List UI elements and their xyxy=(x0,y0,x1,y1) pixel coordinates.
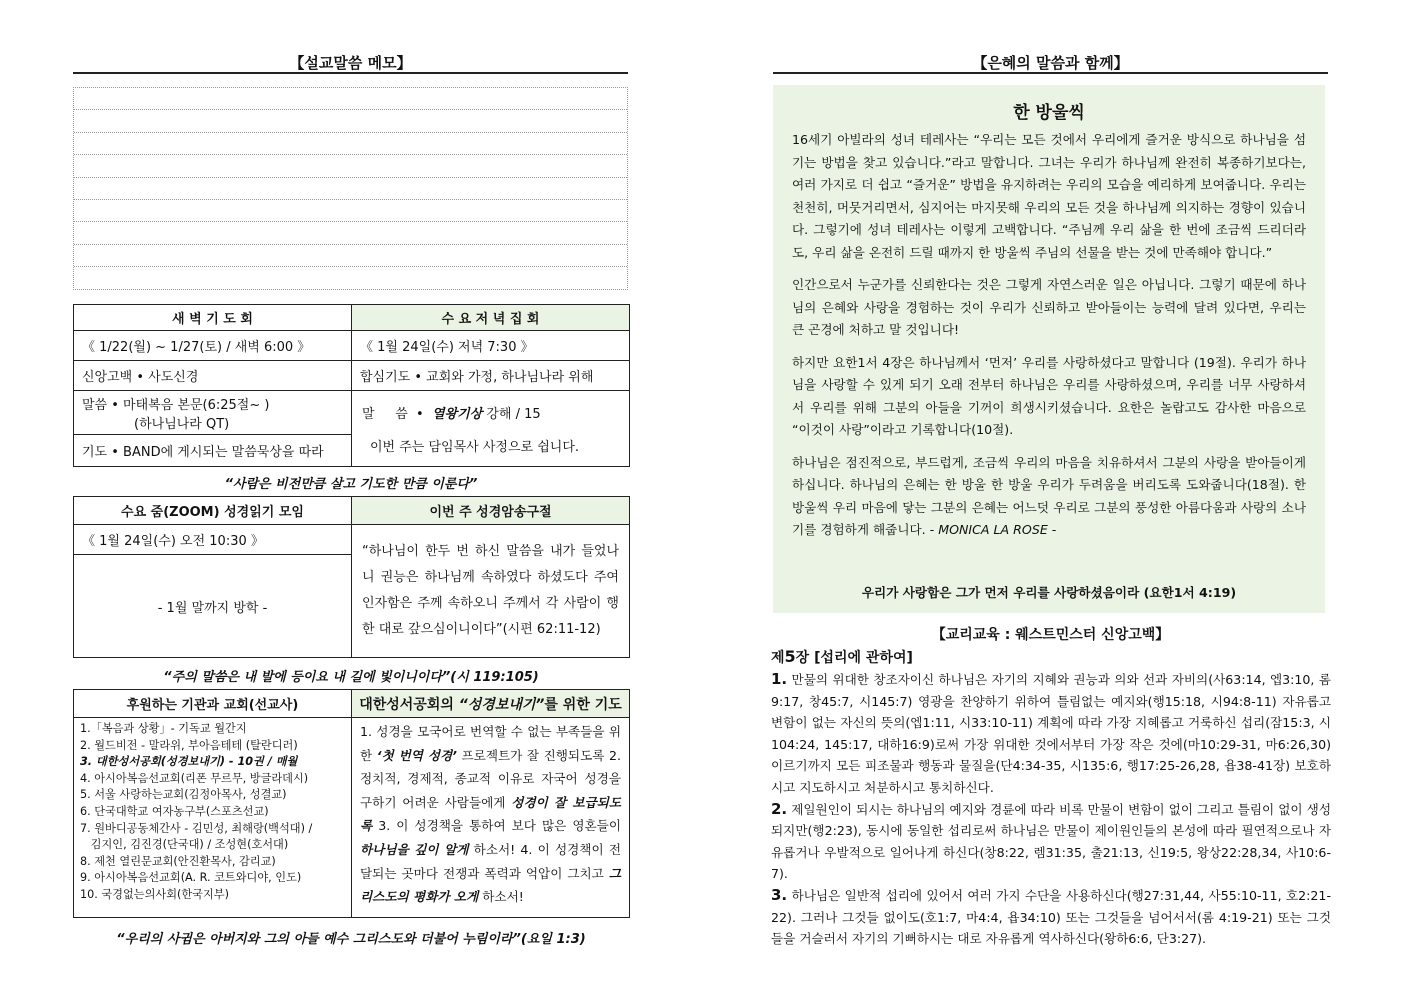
zoom-title: 수요 줌(ZOOM) 성경읽기 모임 xyxy=(74,497,352,525)
doctrine-chapter-num: 5 xyxy=(784,647,796,666)
essay-paragraph: 하지만 요한1서 4장은 하나님께서 ‘먼저’ 우리를 사랑하셨다고 말합니다 (19절). 우리가 하나님을 사랑할 수 있게 되기 오래 전부터 하나님은 우리를 사랑하셨으며, 우리를 너무 사랑하셔서 우리를 위해 그분의 아들을 기꺼이 희생시키셨습니다. 요한은 놀랍고도 감사한 마음으로 “이것이 사랑”이라고 기록합니다(10절). xyxy=(792,354,1306,437)
bible-prayer-cell xyxy=(352,718,630,918)
zoom-date: 《 1월 24일(수) 오전 10:30 》 xyxy=(74,525,352,555)
essay-body xyxy=(792,129,1306,552)
dawn-sermon-line2: (하나님나라 QT) xyxy=(134,416,230,432)
bible-prayer-p1em: ‘첫 번역 성경’ xyxy=(376,747,457,763)
sponsor-table xyxy=(73,689,630,918)
wed-sermon-suffix: 강해 / 15 xyxy=(482,406,541,422)
doctrine-section-1-text: 만물의 위대한 창조자이신 하나님은 자기의 지혜와 권능과 의와 선과 자비의(사63:14, 엡3:10, 롬9:17, 창45:7, 시145:7) 영광을 찬양하기 위하여 틀림없는 예지와(행15:18, 시94:8-11) 자유롭고 변함이 없는 자신의 뜻의(엡1:11, 시33:10-11) 계획에 따라 가장 지혜롭고 거룩하신 섭리(잠15:3, 시104:24, 145:17, 대하16:9)로써 가장 위대한 것에서부터 가장 작은 것에(마10:29-31, 마6:26,30) 이르기까지 모든 피조물과 행동과 물질을(단4:34-35, 시135:6, 행17:25-26,28, 욥38-41장) 보호하시고 지도하시고 처분하시고 통치하신다. xyxy=(771,672,1331,795)
prayer-meetings-table xyxy=(73,304,630,467)
sponsor-item: 8. 제천 열린문교회(안진환목사, 감리교) xyxy=(80,854,276,868)
sponsor-list xyxy=(74,718,352,918)
bible-prayer-p2em: 성경이 잘 보급되도록 xyxy=(360,794,621,834)
grace-word-rule xyxy=(773,72,1328,74)
memo-area[interactable] xyxy=(73,87,628,290)
quote-word-lamp: “주의 말씀은 내 발에 등이요 내 길에 빛이니이다”(시 119:105) xyxy=(163,670,539,685)
wed-meeting-title: 수 요 저 녁 집 회 xyxy=(352,305,630,331)
zoom-note: - 1월 말까지 방학 - xyxy=(74,555,352,658)
wed-meeting-prayer: 합심기도 • 교회와 가정, 하나님나라 위해 xyxy=(352,361,630,391)
bible-prayer-p4em: 그리스도의 평화가 오게 xyxy=(360,865,621,905)
bible-prayer-text xyxy=(360,720,621,909)
sponsor-item: 1.「복음과 상황」- 기독교 월간지 xyxy=(80,722,247,735)
memory-verse-text: “하나님이 한두 번 하신 말씀을 내가 들었나니 권능은 하나님께 속하였다 하셨도다 주여 인자함은 주께 속하오니 주께서 각 사람이 행한 대로 갚으심이니이다”(시편 62:11-12) xyxy=(362,544,619,637)
dawn-prayer-pray: 기도 • BAND에 게시되는 말씀묵상을 따라 xyxy=(74,435,352,467)
doctrine-section-3-text: 하나님은 일반적 섭리에 있어서 여러 가지 수단을 사용하신다(행27:31,44, 사55:10-11, 호2:21-22). 그러나 그것들 없이도(호1:7, 마4:4, 욥34:10) 또는 그것들을 넘어서서(롬 4:19-21) 또는 그것들을 거슬러서 자기의 기뻐하시는 대로 자유롭게 역사하신다(왕하6:6, 단3:27). xyxy=(771,887,1331,947)
doctrine-section-1 xyxy=(771,669,1331,799)
dawn-prayer-sermon xyxy=(74,391,352,435)
essay-author: - MONICA LA ROSE - xyxy=(929,522,1057,537)
sponsor-item: 9. 아시아복음선교회(A. R. 코트와디야, 인도) xyxy=(80,871,302,885)
bible-prayer-p2a: 2. 정치적, 경제적, 종교적 이유로 자국어 성경을 구하기 어려운 사람들에게 xyxy=(360,747,621,810)
doctrine-body xyxy=(771,646,1331,950)
bible-prayer-title-prefix: 대한성서공회의 xyxy=(359,696,459,713)
doctrine-section-2-num: 2. xyxy=(771,799,788,818)
quote-vision: “사람은 비전만큼 살고 기도한 만큼 이룬다” xyxy=(224,477,478,492)
bible-prayer-p1a: 1. 성경을 모국어로 번역할 수 없는 부족들을 위한 xyxy=(360,724,621,763)
doctrine-chapter-prefix: 제 xyxy=(771,650,785,666)
essay-paragraph: 16세기 아빌라의 성녀 테레사는 “우리는 모든 것에서 우리에게 즐거운 방식으로 하나님을 섬기는 방법을 찾고 있습니다.”라고 말합니다. 그녀는 우리가 하나님께 완전히 복종하기보다는, 여러 가지로 더 쉽고 “즐거운” 방법을 유지하려는 우리의 모습을 예리하게 보여줍니다. 우리는 천천히, 머뭇거리면서, 심지어는 마지못해 우리의 모든 것을 하나님께 의지하는 경향이 있습니다. 그렇기에 성녀 테레사는 이렇게 고백합니다. “주님께 우리 삶을 한 번에 조금씩 드리더라도, 우리 삶을 온전히 드릴 때까지 한 방울씩 주님의 선물을 받는 것에 만족해야 합니다.” xyxy=(792,132,1306,260)
bible-prayer-title xyxy=(352,690,630,718)
dawn-sermon-line1: 말씀 • 마태복음 본문(6:25절~ ) xyxy=(82,397,270,413)
sponsor-item: 4. 아시아복음선교회(리폰 무르무, 방글라데시) xyxy=(80,771,309,785)
wed-meeting-date: 《 1월 24일(수) 저녁 7:30 》 xyxy=(352,331,630,361)
doctrine-section-2-text: 제일원인이 되시는 하나님의 예지와 경륜에 따라 비록 만물이 변함이 없이 그리고 틀림이 없이 생성되지만(행2:23), 동시에 동일한 섭리로써 하나님은 만물이 제이원인들의 본성에 따라 필연적으로나 자유롭거나 우발적으로 일어나게 하신다(창8:22, 렘31:35, 출21:13, 신19:5, 왕상22:28,34, 사10:6-7). xyxy=(771,801,1331,882)
essay-key-verse: 우리가 사랑함은 그가 먼저 우리를 사랑하셨음이라 (요한1서 4:19) xyxy=(861,585,1237,600)
bible-prayer-p4b: 하소서! xyxy=(478,889,524,905)
bible-prayer-p3em: 하나님을 깊이 알게 xyxy=(360,841,469,857)
sponsor-title: 후원하는 기관과 교회(선교사) xyxy=(74,690,352,718)
memo-title-rule xyxy=(73,72,628,74)
sponsor-item: 5. 서울 사랑하는교회(김정아목사, 성결교) xyxy=(80,788,287,802)
wed-meeting-note: 이번 주는 담임목사 사정으로 쉽니다. xyxy=(370,439,580,455)
sponsor-item: 7. 원바디공동체간사 - 김민성, 최해랑(백석대) / xyxy=(80,821,313,835)
wed-sermon-book: 열왕기상 xyxy=(431,406,483,422)
wed-sermon-prefix: 말 씀 • xyxy=(362,406,432,422)
bible-prayer-title-em: “성경보내기” xyxy=(458,696,545,713)
sponsor-item: 6. 단국대학교 여자농구부(스포츠선교) xyxy=(80,804,269,818)
bible-prayer-title-suffix: 를 위한 기도 xyxy=(544,696,622,713)
sponsor-item: 2. 월드비전 - 말라위, 부아음테테 (탈란디러) xyxy=(80,738,298,752)
doctrine-section-3-num: 3. xyxy=(771,885,788,904)
bible-prayer-p1b: 프로젝트가 잘 진행되도록 xyxy=(456,747,609,763)
bible-prayer-p3b: 하소서! xyxy=(468,841,521,857)
essay-paragraph: 인간으로서 누군가를 신뢰한다는 것은 그렇게 자연스러운 일은 아닙니다. 그렇기 때문에 하나님의 은혜와 사랑을 경험하는 것이 우리가 신뢰하고 받아들이는 능력에 달려 있다면, 우리는 큰 곤경에 처하고 말 것입니다! xyxy=(792,277,1306,337)
essay-box xyxy=(773,85,1325,613)
wed-meeting-sermon xyxy=(352,391,630,467)
doctrine-section-3 xyxy=(771,885,1331,950)
essay-heading: 한 방울씩 xyxy=(1013,103,1085,123)
bible-prayer-p4a: 4. 이 성경책이 전달되는 곳마다 전쟁과 폭력과 억압이 그치고 xyxy=(360,841,621,881)
bible-prayer-p3a: 3. 이 성경책을 통하여 보다 많은 영혼들이 xyxy=(372,818,621,834)
doctrine-section-2 xyxy=(771,799,1331,885)
doctrine-title: 【교리교육 : 웨스트민스터 신앙고백】 xyxy=(931,627,1170,643)
sponsor-item: 김지인, 김진경(단국대) / 조성현(호서대) xyxy=(80,838,289,852)
dawn-prayer-date: 《 1/22(월) ~ 1/27(토) / 새벽 6:00 》 xyxy=(74,331,352,361)
doctrine-section-1-num: 1. xyxy=(771,670,788,688)
doctrine-chapter-suffix: 장 [섭리에 관하여] xyxy=(795,650,913,666)
doctrine-chapter xyxy=(771,646,1331,669)
quote-fellowship: “우리의 사귐은 아버지와 그의 아들 예수 그리스도와 더불어 누림이라”(요일 1:3) xyxy=(116,932,586,947)
memory-verse-title: 이번 주 성경암송구절 xyxy=(352,497,630,525)
zoom-memory-table xyxy=(73,496,630,658)
sponsor-item: 10. 국경없는의사회(한국지부) xyxy=(80,887,229,901)
memory-verse-cell xyxy=(352,525,630,658)
grace-word-title: 【은혜의 말씀과 함께】 xyxy=(972,54,1129,72)
dawn-prayer-creed: 신앙고백 • 사도신경 xyxy=(74,361,352,391)
essay-paragraph-last xyxy=(792,452,1306,542)
sponsor-item: 3. 대한성서공회(성경보내기) - 10권 / 매월 xyxy=(80,755,298,769)
dawn-prayer-title: 새 벽 기 도 회 xyxy=(74,305,352,331)
memo-title: 【설교말씀 메모】 xyxy=(289,54,412,72)
essay-paragraph-p4: 하나님은 점진적으로, 부드럽게, 조금씩 우리의 마음을 치유하셔서 그분의 사랑을 받아들이게 하십니다. 하나님의 은혜는 한 방울 한 방울 우리가 두려움을 버리도록 도와줍니다(18절). 한 방울씩 우리 마음에 닿는 그분의 은혜는 어느덧 우리로 그분의 풍성한 아름다움과 사랑의 소나기를 경험하게 해줍니다. xyxy=(792,454,1306,537)
